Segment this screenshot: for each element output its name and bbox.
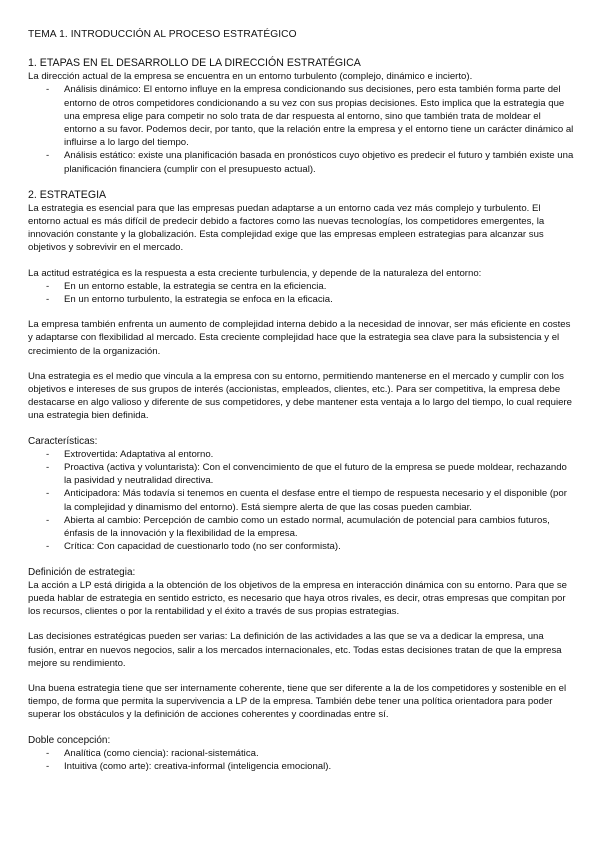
list-item bbox=[28, 461, 574, 487]
paragraph: La estrategia es esencial para que las empresas puedan adaptarse a un entorno cada vez más complejo y turbulento. El entorno actual es más difícil de predecir debido a factores como las nuevas tecnologías, los competidores emergentes, la innovación constante y la globalización. Esta complejidad exige que las empresas empleen estrategias para alcanzar sus objetivos y sobrevivir en el mercado. bbox=[28, 202, 545, 254]
dash-marker: - bbox=[46, 294, 50, 306]
list-item-text: Extrovertida: Adaptativa al entorno. bbox=[64, 448, 214, 460]
paragraph: Una buena estrategia tiene que ser internamente coherente, tiene que ser diferente a la de los competidores y sostenible en el tiempo, de forma que permita la supervivencia a LP de la empresa. También debe tener una política orientadora para poder superar los obstáculos y la definición de acciones coherentes y coordinadas entre sí. bbox=[28, 682, 567, 721]
list-item-text: Proactiva (activa y voluntarista): Con el convencimiento de que el futuro de la empresa se puede moldear, rechazando la pasividad y neutralidad directiva. bbox=[64, 462, 567, 487]
caracteristicas-list bbox=[28, 448, 574, 554]
dash-marker: - bbox=[46, 280, 50, 292]
dash-marker: - bbox=[46, 747, 50, 759]
dash-marker: - bbox=[46, 541, 50, 553]
list-item bbox=[28, 747, 574, 760]
dash-marker: - bbox=[46, 514, 50, 526]
entorno-list bbox=[28, 280, 574, 306]
doble-concepcion-list bbox=[28, 747, 574, 773]
section-1-intro: La dirección actual de la empresa se encuentra en un entorno turbulento (complejo, dinámico e incierto). bbox=[28, 71, 473, 83]
section-1-list bbox=[28, 83, 574, 175]
paragraph: La acción a LP está dirigida a la obtención de los objetivos de la empresa en interacción dinámica con su entorno. Para que se pueda hablar de estrategia en sentido estricto, es necesario que haya otros rivales, es decir, otras empresas que compitan por los recursos, clientes o por la rentabilidad y el éxito a través de sus propias estrategias. bbox=[28, 579, 568, 618]
definicion-heading: Definición de estrategia: bbox=[28, 566, 136, 578]
dash-marker: - bbox=[46, 462, 50, 474]
list-item-text: En un entorno estable, la estrategia se centra en la eficiencia. bbox=[64, 280, 327, 292]
dash-marker: - bbox=[46, 760, 50, 772]
list-item bbox=[28, 293, 574, 306]
list-item bbox=[28, 280, 574, 293]
dash-marker: - bbox=[46, 150, 50, 162]
list-item-text: Crítica: Con capacidad de cuestionarlo todo (no ser conformista). bbox=[64, 541, 341, 553]
list-item bbox=[28, 83, 574, 149]
list-item bbox=[28, 540, 574, 553]
list-item-text: Abierta al cambio: Percepción de cambio como un estado normal, acumulación de potencial para cambios futuros, énfasis de la innovación y la flexibilidad de la empresa. bbox=[64, 514, 550, 540]
caracteristicas-heading: Características: bbox=[28, 435, 98, 447]
list-item-text: Anticipadora: Más todavía si tenemos en cuenta el desfase entre el tiempo de respuesta necesario y el disponible (por la complejidad y dinamismo del entorno). Está siempre alerta de que las cosas pueden cambiar. bbox=[64, 488, 567, 513]
dash-marker: - bbox=[46, 84, 50, 96]
page-title: TEMA 1. INTRODUCCIÓN AL PROCESO ESTRATÉGICO bbox=[28, 29, 297, 40]
paragraph: La actitud estratégica es la respuesta a esta creciente turbulencia, y depende de la naturaleza del entorno: bbox=[28, 267, 482, 279]
list-item bbox=[28, 448, 574, 461]
section-1-heading: 1. ETAPAS EN EL DESARROLLO DE LA DIRECCIÓN ESTRATÉGICA bbox=[28, 57, 361, 70]
dash-marker: - bbox=[46, 488, 50, 500]
paragraph: Una estrategia es el medio que vincula a la empresa con su entorno, permitiendo mantenerse en el mercado y cumplir con los objetivos e intereses de sus grupos de interés (accionistas, empleados, clientes, etc.). Para ser competitiva, la empresa debe destacarse en algo valioso y diferente de sus competidores, y debe mantener esta ventaja a lo largo del tiempo, lo cual requiere una estrategia bien definida. bbox=[28, 370, 572, 422]
section-2-heading: 2. ESTRATEGIA bbox=[28, 188, 107, 201]
list-item-text: Análisis dinámico: El entorno influye en la empresa condicionando sus decisiones, pero esta también forma parte del entorno de otros competidores condicionando a su vez con sus propias decisiones. Esto implica que la estrategia que una empresa elige para competir no solo trata de dar respuesta al entorno, sino que también trata de moldear el entorno a su favor. Podemos decir, por tanto, que la relación entre la empresa y el entorno tiene un carácter dinámico al influirse a lo largo del tiempo. bbox=[64, 84, 574, 149]
list-item-text: Análisis estático: existe una planificación basada en pronósticos cuyo objetivo es predecir el futuro y también existe una planificación financiera (cumplir con el presupuesto actual). bbox=[64, 150, 574, 175]
paragraph: Las decisiones estratégicas pueden ser varias: La definición de las actividades a las que se va a dedicar la empresa, una fusión, entrar en nuevos negocios, salir a los mercados internacionales, etc. Todas estas decisiones tratan de que la empresa mejore su rendimiento. bbox=[28, 631, 562, 669]
document-page bbox=[28, 28, 574, 773]
list-item-text: Intuitiva (como arte): creativa-informal (inteligencia emocional). bbox=[64, 760, 332, 772]
list-item bbox=[28, 487, 574, 513]
dash-marker: - bbox=[46, 448, 50, 460]
paragraph: La empresa también enfrenta un aumento de complejidad interna debido a la necesidad de innovar, ser más eficiente en costes y adaptarse con flexibilidad al mercado. Esta creciente complejidad hace que la estrategia sea clave para la subsistencia y el crecimiento de la organización. bbox=[28, 319, 571, 357]
doble-concepcion-heading: Doble concepción: bbox=[28, 734, 111, 746]
list-item bbox=[28, 760, 574, 773]
list-item bbox=[28, 514, 574, 540]
list-item-text: En un entorno turbulento, la estrategia se enfoca en la eficacia. bbox=[64, 294, 333, 306]
list-item-text: Analítica (como ciencia): racional-sistemática. bbox=[64, 747, 259, 759]
list-item bbox=[28, 149, 574, 175]
